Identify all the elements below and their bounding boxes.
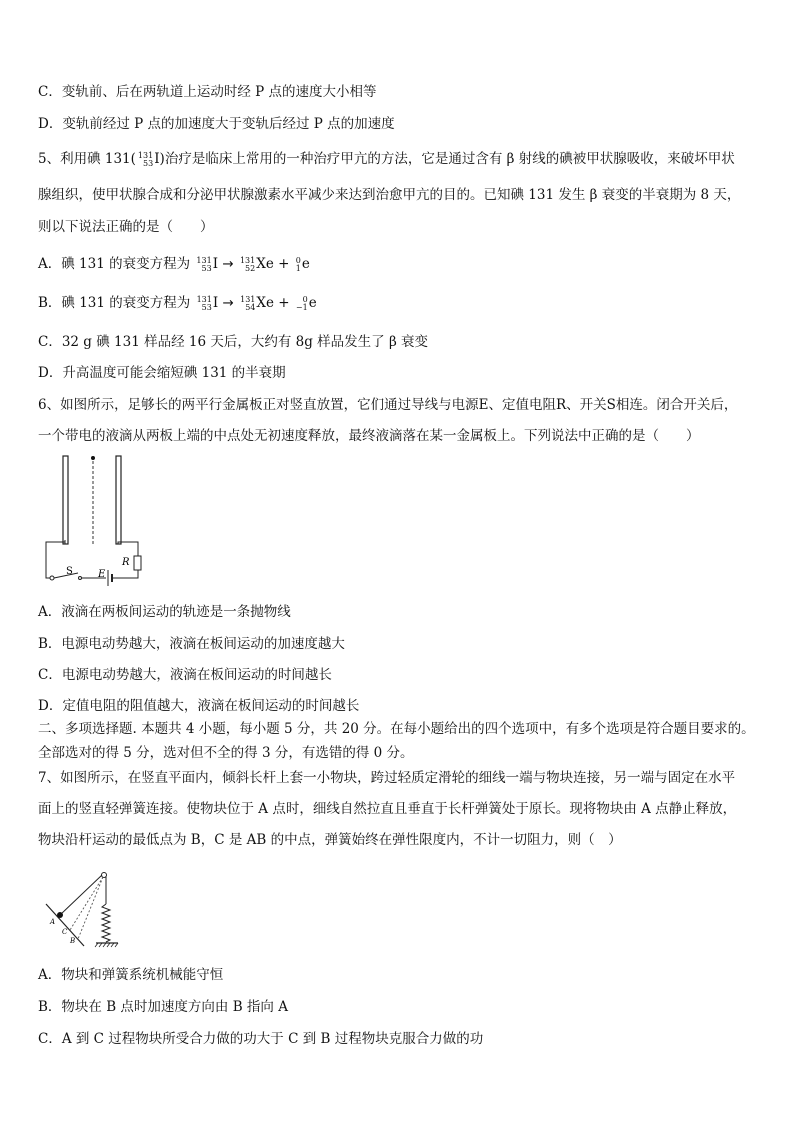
circuit-wire-left [46, 540, 65, 578]
q4-option-d: D．变轨前经过 P 点的加速度大于变轨后经过 P 点的加速度 [38, 116, 395, 132]
q5-option-a-text: A．碘 131 的衰变方程为 [38, 256, 191, 272]
q5-stem-line-1 [38, 150, 735, 168]
section-2-heading-line-2: 全部选对的得 5 分，选对但不全的得 3 分，有选错的得 0 分。 [38, 745, 414, 761]
arrow-icon: → [222, 295, 234, 311]
q4-option-c: C．变轨前、后在两轨道上运动时经 P 点的速度大小相等 [38, 84, 377, 100]
q5-option-b-text: B．碘 131 的衰变方程为 [38, 295, 191, 311]
spring-icon [102, 904, 110, 942]
block-icon [57, 912, 63, 918]
q5-option-a: A．碘 131 的衰变方程为 131 53 I → 131 52 Xe + 0 1 e [38, 255, 310, 273]
q6-option-a: A．液滴在两板间运动的轨迹是一条抛物线 [38, 604, 291, 620]
section-2-heading-line-1: 二、多项选择题. 本题共 4 小题，每小题 5 分，共 20 分。在每小题给出的四个选项中，有多个选项是符合题目要求的。 [38, 721, 755, 737]
q6-stem-line-2: 一个带电的液滴从两板上端的中点处无初速度释放，最终液滴落在某一金属板上。下列说法中正确的是（ ） [38, 428, 700, 444]
q6-stem-line-1: 6、如图所示，足够长的两平行金属板正对竖直放置，它们通过导线与电源E、定值电阻R、开关S相连。闭合开关后， [38, 397, 738, 413]
q7-stem-line-2: 面上的竖直轻弹簧连接。使物块位于 A 点时，细线自然拉直且垂直于长杆弹簧处于原长。现将物块由 A 点静止释放， [38, 801, 737, 817]
q6-option-d: D．定值电阻的阻值越大，液滴在板间运动的时间越长 [38, 698, 360, 714]
resistor-icon [134, 556, 141, 570]
q5-stem-line-2: 腺组织，使甲状腺合成和分泌甲状腺激素水平减少来达到治愈甲亢的目的。已知碘 131 发生 β 衰变的半衰期为 8 天， [38, 187, 741, 203]
q7-stem-line-3: 物块沿杆运动的最低点为 B，C 是 AB 的中点，弹簧始终在弹性限度内，不计一切阻力，则（ ） [38, 832, 622, 848]
string-to-block [60, 875, 102, 915]
q7-incline-figure [40, 866, 130, 951]
arrow-icon: → [222, 256, 234, 272]
battery-label: E [98, 569, 106, 580]
q5-stem-part-b: )治疗是临床上常用的一种治疗甲亢的方法，它是通过含有 β 射线的碘被甲状腺吸收，来破坏甲状 [159, 151, 735, 167]
q6-option-b: B．电源电动势越大，液滴在板间运动的加速度越大 [38, 636, 345, 652]
q5-option-b: B．碘 131 的衰变方程为 131 53 I → 131 54 Xe + 0 −1 e [38, 294, 317, 312]
q5-option-c: C．32 g 碘 131 样品经 16 天后，大约有 8g 样品发生了 β 衰变 [38, 334, 429, 350]
q5-stem-line-3: 则以下说法正确的是（ ） [38, 219, 214, 235]
switch-icon [50, 576, 54, 580]
point-a-label: A [50, 918, 56, 926]
q5-option-d: D．升高温度可能会缩短碘 131 的半衰期 [38, 365, 286, 381]
droplet-icon [91, 456, 95, 460]
point-b-label: B [70, 937, 76, 945]
iodine-isotope-notation: 131 53 [137, 150, 154, 168]
q7-stem-line-1: 7、如图所示，在竖直平面内，倾斜长杆上套一小物块，跨过轻质定滑轮的细线一端与物块连接，另一端与固定在水平 [38, 770, 736, 786]
q7-option-b: B．物块在 B 点时加速度方向由 B 指向 A [38, 999, 288, 1015]
iodine-symbol: I [154, 151, 160, 167]
q6-option-c: C．电源电动势越大，液滴在板间运动的时间越长 [38, 667, 332, 683]
switch-label: S [66, 566, 73, 577]
q7-option-c: C．A 到 C 过程物块所受合力做的功大于 C 到 B 过程物块克服合力做的功 [38, 1031, 484, 1047]
point-c-label: C [62, 928, 68, 936]
resistor-label: R [122, 557, 130, 568]
q5-stem-part-a: 5、利用碘 131( [38, 151, 136, 167]
q7-option-a: A．物块和弹簧系统机械能守恒 [38, 967, 224, 983]
left-metal-plate [63, 456, 68, 544]
right-metal-plate [116, 456, 121, 544]
q6-circuit-figure [38, 452, 148, 587]
